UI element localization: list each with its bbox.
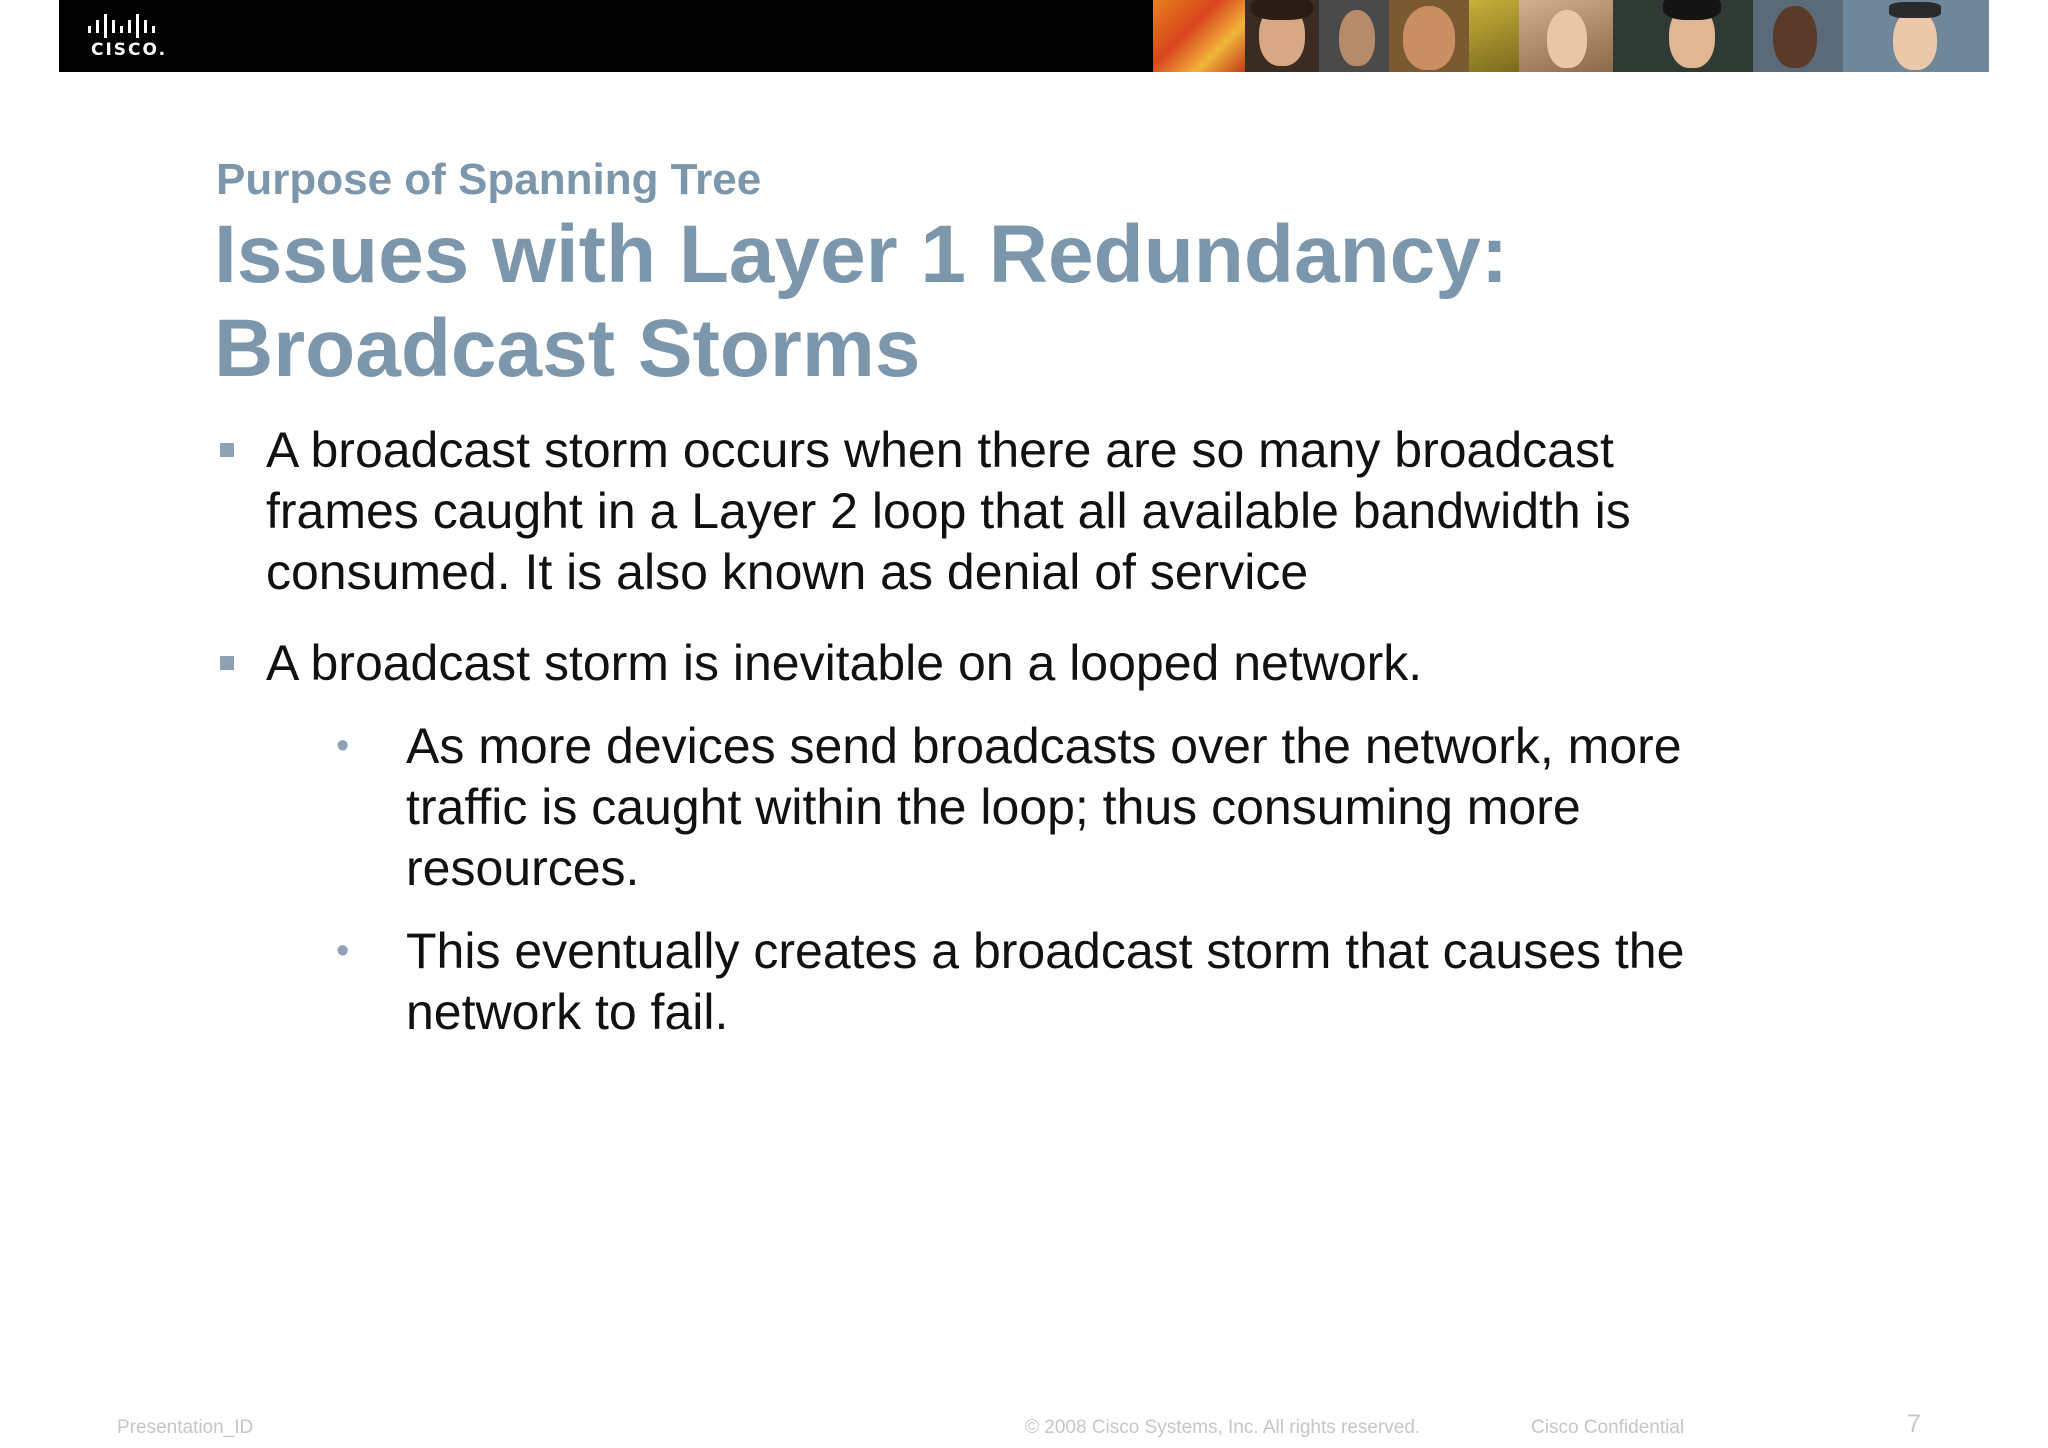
round-bullet-icon: • xyxy=(336,930,350,972)
banner-photo xyxy=(1389,0,1469,72)
banner-photo xyxy=(1753,0,1843,72)
footer-copyright: © 2008 Cisco Systems, Inc. All rights reserved. xyxy=(1025,1417,1421,1438)
banner-photo-strip xyxy=(1153,0,1989,72)
sub-bullet-item xyxy=(336,716,1776,899)
square-bullet-icon xyxy=(220,656,234,670)
footer-confidential: Cisco Confidential xyxy=(1531,1417,1685,1438)
banner-photo xyxy=(1153,0,1245,72)
bullet-text: A broadcast storm is inevitable on a looped network. xyxy=(266,635,1423,691)
bullet-item xyxy=(216,633,1776,1043)
bullet-list xyxy=(216,420,1776,1073)
sub-bullet-text: This eventually creates a broadcast storm that causes the network to fail. xyxy=(406,923,1685,1040)
banner-photo xyxy=(1519,0,1613,72)
section-title: Purpose of Spanning Tree xyxy=(216,155,762,204)
page-number: 7 xyxy=(1907,1410,1921,1438)
sub-bullet-list xyxy=(336,716,1776,1043)
sub-bullet-item xyxy=(336,921,1776,1043)
round-bullet-icon: • xyxy=(336,725,350,767)
footer-presentation-id: Presentation_ID xyxy=(117,1417,254,1438)
sub-bullet-text: As more devices send broadcasts over the network, more traffic is caught within the loop; thus consuming more resources. xyxy=(406,718,1682,896)
banner-photo xyxy=(1469,0,1519,72)
bullet-text: A broadcast storm occurs when there are so many broadcast frames caught in a Layer 2 loop that all available bandwidth is consumed. It is also known as denial of service xyxy=(266,422,1631,600)
cisco-wordmark: CISCO. xyxy=(91,40,168,60)
cisco-logo xyxy=(85,14,168,60)
banner-photo xyxy=(1319,0,1389,72)
slide-title-line-1: Issues with Layer 1 Redundancy: xyxy=(214,209,1509,300)
cisco-bars-logo-icon xyxy=(88,14,162,38)
banner-photo xyxy=(1843,0,1989,72)
top-banner xyxy=(59,0,1989,72)
bullet-item xyxy=(216,420,1776,603)
banner-photo xyxy=(1613,0,1753,72)
slide-title xyxy=(214,208,1914,396)
slide-title-line-2: Broadcast Storms xyxy=(214,303,921,394)
square-bullet-icon xyxy=(220,443,234,457)
banner-photo xyxy=(1245,0,1319,72)
